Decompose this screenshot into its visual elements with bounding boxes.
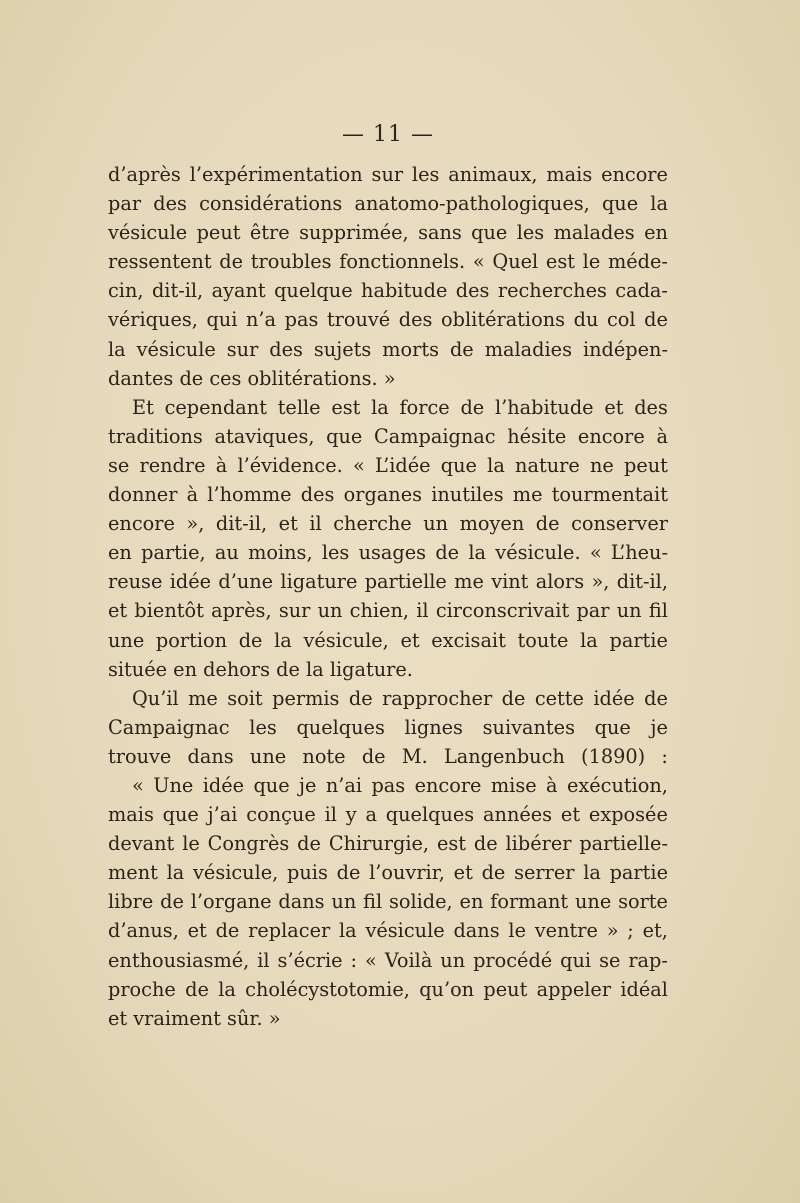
- text-line: donner à l’homme des organes inutiles me tourmentait: [108, 483, 668, 507]
- text-line: traditions ataviques, que Campaignac hésite encore à: [108, 424, 668, 448]
- text-line: d’après l’expérimentation sur les animaux, mais encore: [108, 163, 668, 186]
- text-line: dantes de ces oblitérations. »: [108, 366, 396, 390]
- text-line: vériques, qui n’a pas trouvé des oblitérations du col de: [108, 308, 668, 332]
- text-line: encore », dit-il, et il cherche un moyen de conserver: [108, 512, 668, 536]
- text-line: une portion de la vésicule, et excisait toute la partie: [108, 628, 668, 652]
- text-line: trouve dans une note de M. Langenbuch (1890) :: [108, 744, 668, 768]
- text-line: proche de la cholécystotomie, qu’on peut appeler idéal: [108, 977, 668, 1001]
- text-line: mais que j’ai conçue il y a quelques années et exposée: [108, 803, 668, 827]
- page-number: — 11 —: [342, 122, 434, 147]
- text-line: et vraiment sûr. »: [108, 1006, 281, 1030]
- text-line: Qu’il me soit permis de rapprocher de cette idée de: [132, 686, 668, 710]
- text-line: Campaignac les quelques lignes suivantes que je: [108, 715, 668, 739]
- text-line: cin, dit-il, ayant quelque habitude des recherches cada-: [108, 279, 668, 303]
- text-line: ressentent de troubles fonctionnels. « Quel est le méde-: [108, 250, 668, 274]
- text-line: d’anus, et de replacer la vésicule dans le ventre » ; et,: [108, 919, 668, 943]
- text-line: devant le Congrès de Chirurgie, est de libérer partielle-: [108, 832, 668, 856]
- text-line: en partie, au moins, les usages de la vésicule. « L’heu-: [108, 541, 668, 565]
- text-line: reuse idée d’une ligature partielle me vint alors », dit-il,: [108, 570, 668, 594]
- text-line: vésicule peut être supprimée, sans que les malades en: [108, 221, 668, 245]
- text-line: et bientôt après, sur un chien, il circonscrivait par un fil: [108, 599, 668, 623]
- text-line: se rendre à l’évidence. « L’idée que la nature ne peut: [108, 453, 668, 477]
- text-line: par des considérations anatomo-pathologiques, que la: [108, 192, 668, 216]
- text-line: enthousiasmé, il s’écrie : « Voilà un procédé qui se rap-: [108, 948, 668, 972]
- text-line: ment la vésicule, puis de l’ouvrir, et de serrer la partie: [108, 861, 668, 885]
- text-line: libre de l’organe dans un fil solide, en formant une sorte: [108, 890, 668, 914]
- text-line: Et cependant telle est la force de l’habitude et des: [132, 395, 668, 419]
- text-line: située en dehors de la ligature.: [108, 657, 413, 681]
- text-line: la vésicule sur des sujets morts de maladies indépen-: [108, 337, 668, 361]
- text-line: « Une idée que je n’ai pas encore mise à exécution,: [132, 773, 668, 797]
- body-text: [108, 160, 668, 1033]
